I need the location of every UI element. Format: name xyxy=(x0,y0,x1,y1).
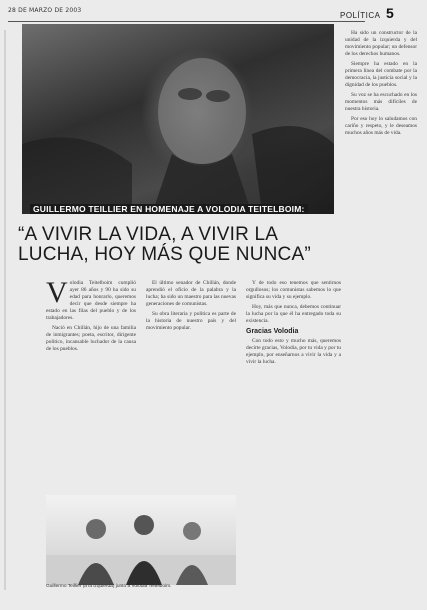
paragraph: Ha sido un constructor de la unidad de la izquierda y del movimiento popular; un defensor de los derechos humanos. xyxy=(345,30,417,57)
paragraph: Su voz se ha escuchado en los momentos más difíciles de nuestra historia. xyxy=(345,92,417,112)
header-date-line: 28 DE MARZO DE 2003 xyxy=(8,7,82,14)
paragraph: Nació en Chillán, hijo de una familia de inmigrantes; poeta, escritor, dirigente político, incansable luchador de la causa de los pueblos. xyxy=(46,325,136,352)
main-photo xyxy=(22,24,334,214)
paragraph: Y de todo eso tenemos que sentirnos orgullosos; los comunistas sabemos lo que significa su vida y su ejemplo. xyxy=(246,280,341,300)
scan-edge xyxy=(4,30,6,590)
paragraph: Volodia Teitelboim cumplió ayer 86 años y 90 ha sido su edad para honrarlo, queremos decir que desde siempre ha estado en las filas del pueblo y de los trabajadores. xyxy=(46,280,136,321)
section-label: POLÍTICA xyxy=(340,11,381,20)
article-column-3 xyxy=(246,280,341,610)
photo-figures-graphic xyxy=(22,24,334,214)
subheading: Gracias Volodia xyxy=(246,328,299,335)
page-number: 5 xyxy=(386,5,394,21)
paragraph: Hoy, más que nunca, debemos continuar la lucha por la que él ha entregado toda su existencia. xyxy=(246,304,341,324)
drop-cap: V xyxy=(46,280,68,309)
article-column-1 xyxy=(46,280,136,490)
paragraph: Siempre ha estado en la primera línea del combate por la democracia, la justicia social y la dignidad de los pueblos. xyxy=(345,61,417,88)
secondary-photo-graphic xyxy=(46,495,236,585)
paragraph: Por eso hoy lo saludamos con cariño y respeto, y le deseamos muchos años más de vida. xyxy=(345,116,417,136)
paragraph: Su obra literaria y política es parte de la historia de nuestro país y del movimiento popular. xyxy=(146,311,236,331)
paragraph: Con todo esto y mucho más, queremos decirte gracias, Volodia, por tu vida y por tu ejemplo, por enseñarnos a vivir la vida y a vivir la lucha. xyxy=(246,338,341,365)
article-column-2 xyxy=(146,280,236,490)
paragraph: El último senador de Chillán, donde aprendió el oficio de la palabra y la lucha; ha sido un maestro para las nuevas generaciones de comunistas. xyxy=(146,280,236,307)
article-column-4 xyxy=(345,30,417,590)
header-rule xyxy=(8,21,365,22)
photo-caption: Guillermo Teillier (a la izquierda) junto a Volodia Teitelboim. xyxy=(46,584,172,589)
photo-kicker: GUILLERMO TEILLIER EN HOMENAJE A VOLODIA TEITELBOIM: xyxy=(30,204,308,214)
article-title: “A VIVIR LA VIDA, A VIVIR LA LUCHA, HOY MÁS QUE NUNCA” xyxy=(18,224,311,265)
secondary-photo xyxy=(46,495,236,585)
